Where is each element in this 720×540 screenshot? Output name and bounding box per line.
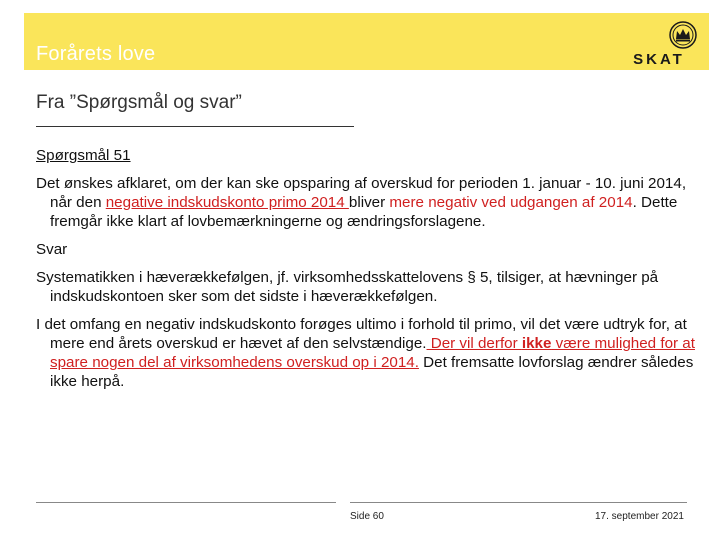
subtitle-divider (36, 126, 354, 127)
logo-text: SKAT (633, 51, 685, 68)
question-highlight: mere negativ ved udgangen af 2014 (389, 194, 633, 211)
answer-highlight: være mulighed for at spare nogen del af virksomhedens overskud op i 2014. (50, 335, 695, 371)
question-heading: Spørgsmål 51 (36, 147, 131, 164)
answer-highlight-bold: ikke (521, 335, 552, 352)
footer-divider-left (36, 502, 336, 503)
page-number: Side 60 (350, 511, 384, 522)
answer-highlight: Der vil derfor (426, 335, 522, 352)
question-part: bliver (348, 194, 390, 211)
answer-part: I det omfang en negativ indskudskonto forøges ultimo i forhold til primo, vil det være udtryk for, at mere end årets overskud er hævet af den selvstændige. (36, 316, 687, 352)
header-title: Forårets love (36, 43, 156, 65)
answer-part: Det fremsatte lovforslag ændrer således ikke herpå. (50, 354, 694, 390)
answer-paragraph-1: Systematikken i hæverækkefølgen, jf. virksomhedsskattelovens § 5, tilsiger, at hævninger på indskudskontoen sker som det sidste i hæverækkefølgen. (36, 269, 659, 305)
answer-heading: Svar (36, 241, 68, 258)
footer-divider-right (350, 502, 687, 503)
content (36, 146, 696, 400)
header-bar (24, 13, 709, 70)
skat-logo (616, 19, 702, 67)
question-highlight: negative indskudskonto primo 2014 (105, 194, 349, 211)
question-part: . Dette fremgår ikke klart af lovbemærkningerne og ændringsforslagene. (50, 194, 678, 230)
question-part: Det ønskes afklaret, om der kan ske opsparing af overskud for perioden 1. januar - 10. juni 2014, når den (36, 175, 687, 211)
footer-date: 17. september 2021 (595, 511, 684, 522)
subtitle: Fra ”Spørgsmål og svar” (36, 92, 242, 113)
question-text (36, 174, 696, 231)
crown-icon (616, 19, 702, 51)
answer-paragraph-2 (36, 315, 696, 391)
